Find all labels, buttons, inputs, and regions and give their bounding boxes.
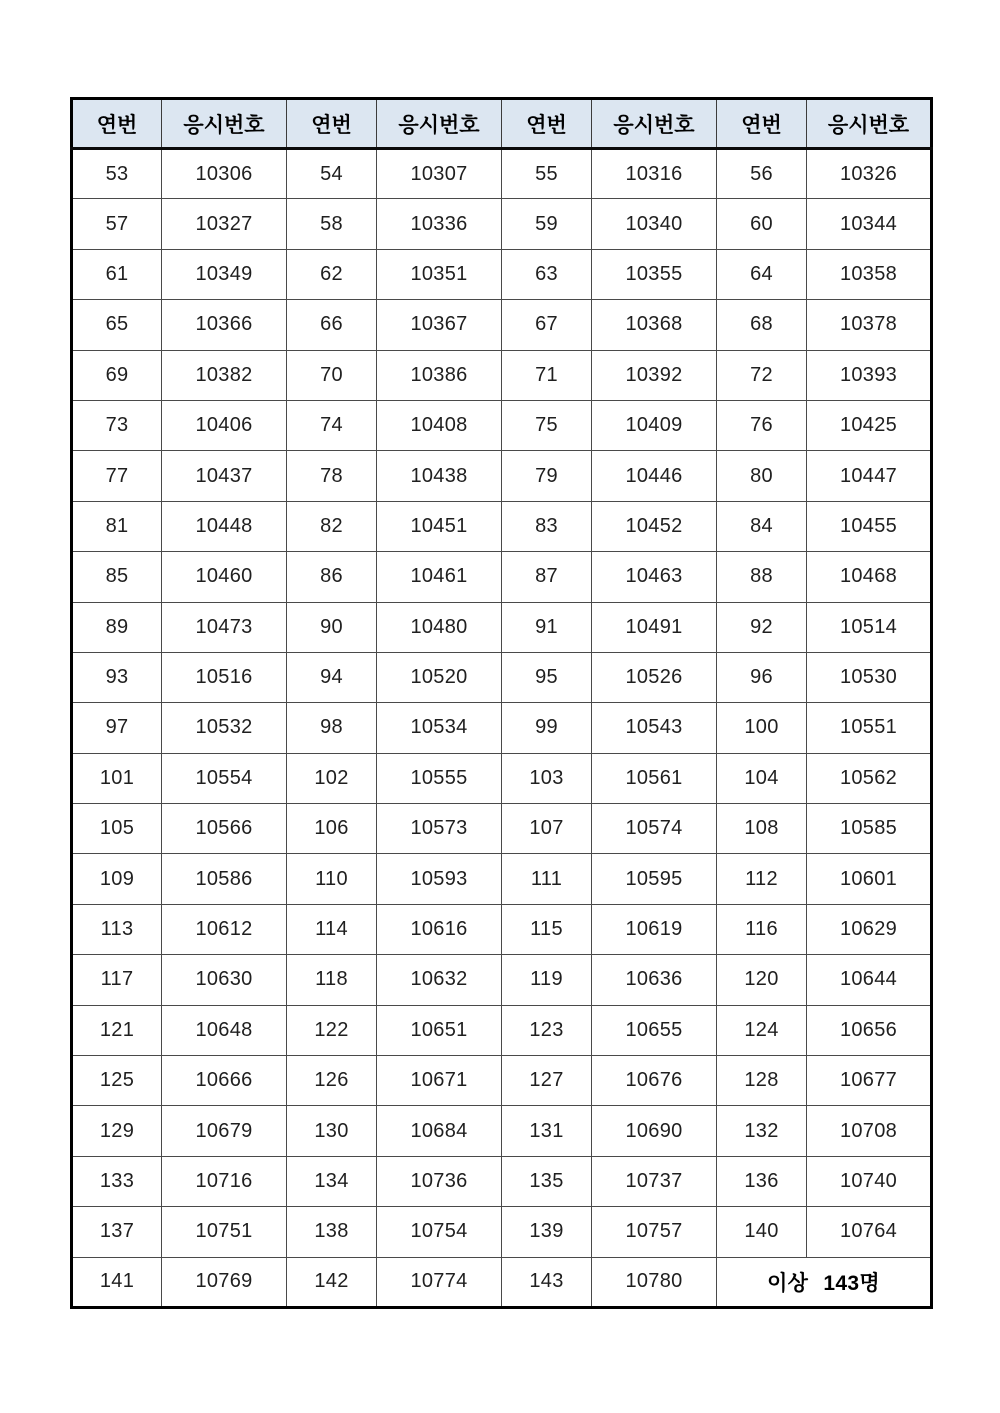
candidate-number-cell: 10447	[807, 451, 932, 501]
serial-number-cell: 74	[287, 400, 377, 450]
serial-number-cell: 66	[287, 300, 377, 350]
serial-number-cell: 121	[72, 1005, 162, 1055]
candidate-number-cell: 10566	[162, 804, 287, 854]
serial-number-cell: 69	[72, 350, 162, 400]
candidate-number-cell: 10554	[162, 753, 287, 803]
table-row	[72, 904, 932, 954]
candidate-number-cell: 10769	[162, 1257, 287, 1307]
serial-number-cell: 124	[717, 1005, 807, 1055]
candidate-number-cell: 10630	[162, 955, 287, 1005]
candidate-number-cell: 10651	[377, 1005, 502, 1055]
col-header-candidate-number: 응시번호	[377, 99, 502, 149]
serial-number-cell: 88	[717, 552, 807, 602]
candidate-number-cell: 10586	[162, 854, 287, 904]
candidate-number-cell: 10754	[377, 1207, 502, 1257]
serial-number-cell: 143	[502, 1257, 592, 1307]
serial-number-cell: 132	[717, 1106, 807, 1156]
table-row	[72, 501, 932, 551]
serial-number-cell: 57	[72, 199, 162, 249]
serial-number-cell: 136	[717, 1156, 807, 1206]
serial-number-cell: 89	[72, 602, 162, 652]
serial-number-cell: 120	[717, 955, 807, 1005]
candidate-number-cell: 10437	[162, 451, 287, 501]
table-row	[72, 1257, 932, 1307]
candidate-number-cell: 10708	[807, 1106, 932, 1156]
candidate-number-cell: 10716	[162, 1156, 287, 1206]
serial-number-cell: 60	[717, 199, 807, 249]
col-header-candidate-number: 응시번호	[162, 99, 287, 149]
candidate-number-cell: 10740	[807, 1156, 932, 1206]
candidate-number-cell: 10562	[807, 753, 932, 803]
candidate-number-cell: 10737	[592, 1156, 717, 1206]
serial-number-cell: 134	[287, 1156, 377, 1206]
candidate-number-cell: 10491	[592, 602, 717, 652]
serial-number-cell: 93	[72, 652, 162, 702]
table-row	[72, 955, 932, 1005]
serial-number-cell: 133	[72, 1156, 162, 1206]
candidate-number-cell: 10382	[162, 350, 287, 400]
candidate-number-cell: 10367	[377, 300, 502, 350]
candidate-number-cell: 10344	[807, 199, 932, 249]
candidate-number-cell: 10573	[377, 804, 502, 854]
serial-number-cell: 128	[717, 1056, 807, 1106]
candidate-number-cell: 10306	[162, 149, 287, 199]
candidate-number-cell: 10555	[377, 753, 502, 803]
serial-number-cell: 100	[717, 703, 807, 753]
serial-number-cell: 126	[287, 1056, 377, 1106]
candidate-number-cell: 10561	[592, 753, 717, 803]
candidate-number-cell: 10451	[377, 501, 502, 551]
candidate-number-cell: 10460	[162, 552, 287, 602]
serial-number-cell: 83	[502, 501, 592, 551]
total-count-cell: 이상 143명	[717, 1257, 932, 1307]
candidate-number-cell: 10593	[377, 854, 502, 904]
serial-number-cell: 92	[717, 602, 807, 652]
serial-number-cell: 119	[502, 955, 592, 1005]
exam-number-table-wrap	[70, 97, 930, 1309]
candidate-number-cell: 10671	[377, 1056, 502, 1106]
serial-number-cell: 80	[717, 451, 807, 501]
candidate-number-cell: 10452	[592, 501, 717, 551]
serial-number-cell: 130	[287, 1106, 377, 1156]
serial-number-cell: 68	[717, 300, 807, 350]
candidate-number-cell: 10473	[162, 602, 287, 652]
serial-number-cell: 139	[502, 1207, 592, 1257]
serial-number-cell: 63	[502, 249, 592, 299]
candidate-number-cell: 10595	[592, 854, 717, 904]
serial-number-cell: 103	[502, 753, 592, 803]
serial-number-cell: 99	[502, 703, 592, 753]
candidate-number-cell: 10585	[807, 804, 932, 854]
table-row	[72, 552, 932, 602]
serial-number-cell: 131	[502, 1106, 592, 1156]
table-row	[72, 350, 932, 400]
candidate-number-cell: 10780	[592, 1257, 717, 1307]
serial-number-cell: 75	[502, 400, 592, 450]
candidate-number-cell: 10736	[377, 1156, 502, 1206]
candidate-number-cell: 10378	[807, 300, 932, 350]
serial-number-cell: 109	[72, 854, 162, 904]
col-header-serial: 연번	[287, 99, 377, 149]
serial-number-cell: 104	[717, 753, 807, 803]
serial-number-cell: 56	[717, 149, 807, 199]
table-body	[72, 149, 932, 1308]
candidate-number-cell: 10351	[377, 249, 502, 299]
serial-number-cell: 67	[502, 300, 592, 350]
table-row	[72, 149, 932, 199]
candidate-number-cell: 10677	[807, 1056, 932, 1106]
serial-number-cell: 90	[287, 602, 377, 652]
candidate-number-cell: 10530	[807, 652, 932, 702]
candidate-number-cell: 10336	[377, 199, 502, 249]
serial-number-cell: 84	[717, 501, 807, 551]
serial-number-cell: 116	[717, 904, 807, 954]
candidate-number-cell: 10757	[592, 1207, 717, 1257]
candidate-number-cell: 10526	[592, 652, 717, 702]
exam-number-table	[70, 97, 933, 1309]
serial-number-cell: 113	[72, 904, 162, 954]
table-row	[72, 400, 932, 450]
candidate-number-cell: 10679	[162, 1106, 287, 1156]
serial-number-cell: 53	[72, 149, 162, 199]
candidate-number-cell: 10358	[807, 249, 932, 299]
candidate-number-cell: 10619	[592, 904, 717, 954]
candidate-number-cell: 10676	[592, 1056, 717, 1106]
table-row	[72, 300, 932, 350]
candidate-number-cell: 10551	[807, 703, 932, 753]
serial-number-cell: 127	[502, 1056, 592, 1106]
serial-number-cell: 129	[72, 1106, 162, 1156]
serial-number-cell: 64	[717, 249, 807, 299]
candidate-number-cell: 10644	[807, 955, 932, 1005]
serial-number-cell: 86	[287, 552, 377, 602]
serial-number-cell: 62	[287, 249, 377, 299]
candidate-number-cell: 10446	[592, 451, 717, 501]
candidate-number-cell: 10690	[592, 1106, 717, 1156]
serial-number-cell: 142	[287, 1257, 377, 1307]
table-row	[72, 703, 932, 753]
candidate-number-cell: 10406	[162, 400, 287, 450]
serial-number-cell: 95	[502, 652, 592, 702]
serial-number-cell: 91	[502, 602, 592, 652]
candidate-number-cell: 10368	[592, 300, 717, 350]
candidate-number-cell: 10438	[377, 451, 502, 501]
serial-number-cell: 85	[72, 552, 162, 602]
candidate-number-cell: 10632	[377, 955, 502, 1005]
table-row	[72, 1005, 932, 1055]
table-row	[72, 602, 932, 652]
serial-number-cell: 123	[502, 1005, 592, 1055]
serial-number-cell: 137	[72, 1207, 162, 1257]
candidate-number-cell: 10409	[592, 400, 717, 450]
candidate-number-cell: 10408	[377, 400, 502, 450]
candidate-number-cell: 10307	[377, 149, 502, 199]
candidate-number-cell: 10468	[807, 552, 932, 602]
serial-number-cell: 108	[717, 804, 807, 854]
candidate-number-cell: 10574	[592, 804, 717, 854]
candidate-number-cell: 10656	[807, 1005, 932, 1055]
serial-number-cell: 112	[717, 854, 807, 904]
serial-number-cell: 55	[502, 149, 592, 199]
serial-number-cell: 115	[502, 904, 592, 954]
serial-number-cell: 96	[717, 652, 807, 702]
serial-number-cell: 101	[72, 753, 162, 803]
serial-number-cell: 59	[502, 199, 592, 249]
candidate-number-cell: 10751	[162, 1207, 287, 1257]
serial-number-cell: 94	[287, 652, 377, 702]
serial-number-cell: 81	[72, 501, 162, 551]
candidate-number-cell: 10764	[807, 1207, 932, 1257]
serial-number-cell: 76	[717, 400, 807, 450]
candidate-number-cell: 10355	[592, 249, 717, 299]
table-row	[72, 199, 932, 249]
serial-number-cell: 105	[72, 804, 162, 854]
serial-number-cell: 118	[287, 955, 377, 1005]
candidate-number-cell: 10532	[162, 703, 287, 753]
candidate-number-cell: 10616	[377, 904, 502, 954]
candidate-number-cell: 10340	[592, 199, 717, 249]
header-row	[72, 99, 932, 149]
candidate-number-cell: 10774	[377, 1257, 502, 1307]
serial-number-cell: 78	[287, 451, 377, 501]
candidate-number-cell: 10514	[807, 602, 932, 652]
serial-number-cell: 79	[502, 451, 592, 501]
serial-number-cell: 107	[502, 804, 592, 854]
col-header-serial: 연번	[717, 99, 807, 149]
table-row	[72, 854, 932, 904]
table-row	[72, 804, 932, 854]
candidate-number-cell: 10534	[377, 703, 502, 753]
candidate-number-cell: 10393	[807, 350, 932, 400]
serial-number-cell: 82	[287, 501, 377, 551]
candidate-number-cell: 10520	[377, 652, 502, 702]
serial-number-cell: 54	[287, 149, 377, 199]
col-header-serial: 연번	[72, 99, 162, 149]
serial-number-cell: 73	[72, 400, 162, 450]
serial-number-cell: 141	[72, 1257, 162, 1307]
candidate-number-cell: 10463	[592, 552, 717, 602]
table-row	[72, 652, 932, 702]
col-header-candidate-number: 응시번호	[592, 99, 717, 149]
serial-number-cell: 65	[72, 300, 162, 350]
candidate-number-cell: 10327	[162, 199, 287, 249]
candidate-number-cell: 10480	[377, 602, 502, 652]
serial-number-cell: 61	[72, 249, 162, 299]
candidate-number-cell: 10392	[592, 350, 717, 400]
col-header-candidate-number: 응시번호	[807, 99, 932, 149]
serial-number-cell: 102	[287, 753, 377, 803]
candidate-number-cell: 10349	[162, 249, 287, 299]
serial-number-cell: 114	[287, 904, 377, 954]
serial-number-cell: 98	[287, 703, 377, 753]
candidate-number-cell: 10612	[162, 904, 287, 954]
serial-number-cell: 87	[502, 552, 592, 602]
serial-number-cell: 97	[72, 703, 162, 753]
candidate-number-cell: 10448	[162, 501, 287, 551]
serial-number-cell: 106	[287, 804, 377, 854]
candidate-number-cell: 10516	[162, 652, 287, 702]
candidate-number-cell: 10684	[377, 1106, 502, 1156]
table-row	[72, 1156, 932, 1206]
serial-number-cell: 72	[717, 350, 807, 400]
candidate-number-cell: 10425	[807, 400, 932, 450]
candidate-number-cell: 10461	[377, 552, 502, 602]
candidate-number-cell: 10455	[807, 501, 932, 551]
col-header-serial: 연번	[502, 99, 592, 149]
serial-number-cell: 58	[287, 199, 377, 249]
serial-number-cell: 138	[287, 1207, 377, 1257]
candidate-number-cell: 10326	[807, 149, 932, 199]
candidate-number-cell: 10629	[807, 904, 932, 954]
table-row	[72, 451, 932, 501]
serial-number-cell: 110	[287, 854, 377, 904]
serial-number-cell: 111	[502, 854, 592, 904]
candidate-number-cell: 10666	[162, 1056, 287, 1106]
candidate-number-cell: 10543	[592, 703, 717, 753]
serial-number-cell: 117	[72, 955, 162, 1005]
serial-number-cell: 140	[717, 1207, 807, 1257]
candidate-number-cell: 10386	[377, 350, 502, 400]
table-row	[72, 753, 932, 803]
serial-number-cell: 71	[502, 350, 592, 400]
table-row	[72, 249, 932, 299]
serial-number-cell: 125	[72, 1056, 162, 1106]
table-row	[72, 1106, 932, 1156]
table-row	[72, 1207, 932, 1257]
candidate-number-cell: 10316	[592, 149, 717, 199]
serial-number-cell: 77	[72, 451, 162, 501]
candidate-number-cell: 10636	[592, 955, 717, 1005]
table-row	[72, 1056, 932, 1106]
serial-number-cell: 70	[287, 350, 377, 400]
candidate-number-cell: 10366	[162, 300, 287, 350]
serial-number-cell: 135	[502, 1156, 592, 1206]
serial-number-cell: 122	[287, 1005, 377, 1055]
candidate-number-cell: 10648	[162, 1005, 287, 1055]
candidate-number-cell: 10655	[592, 1005, 717, 1055]
candidate-number-cell: 10601	[807, 854, 932, 904]
